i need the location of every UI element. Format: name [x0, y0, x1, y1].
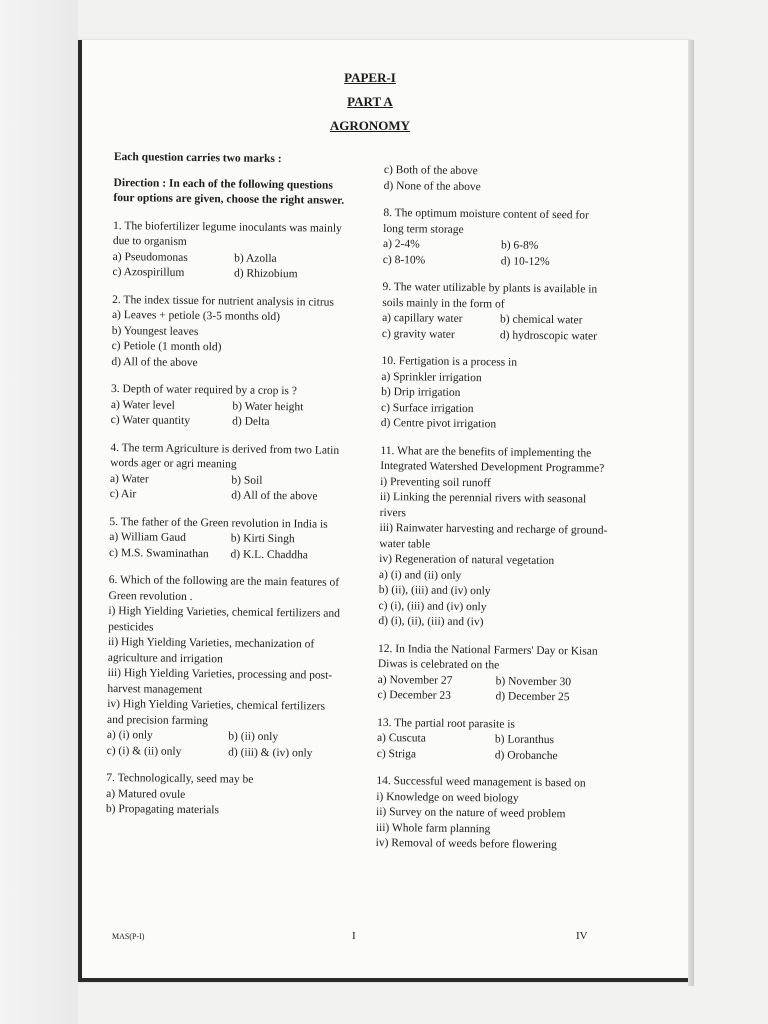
- question-stem: 13. The partial root parasite is: [377, 716, 515, 731]
- answer-option: a) Pseudomonas: [112, 250, 188, 264]
- question-item: [109, 514, 345, 563]
- answer-option: d) None of the above: [383, 179, 481, 193]
- answer-option: c) Striga: [376, 747, 417, 760]
- answer-option: d) (iii) & (iv) only: [228, 745, 313, 759]
- page-roman: IV: [576, 930, 588, 942]
- answer-option: b) Kirti Singh: [230, 532, 295, 546]
- answer-option: d) Delta: [232, 415, 270, 428]
- answer-option: c) Petiole (1 month old): [111, 339, 222, 354]
- answer-option: a) Water: [109, 472, 149, 485]
- answer-option: b) Soil: [231, 473, 263, 487]
- question-item: [378, 443, 608, 632]
- question-stem: 9. The water utilizable by plants is available in soils mainly in the form of: [382, 280, 598, 310]
- paper-header: [310, 66, 430, 138]
- answer-option: c) Surface irrigation: [380, 401, 474, 415]
- answer-option: a) 2-4%: [382, 237, 420, 251]
- question-stem: 3. Depth of water required by a crop is ?: [111, 382, 297, 398]
- question-item: [377, 641, 606, 706]
- answer-option: b) 6-8%: [500, 239, 539, 252]
- answer-option: b) November 30: [495, 674, 572, 688]
- option-group: [382, 311, 610, 345]
- question-stem: 6. Which of the following are the main features of Green revolution .: [108, 573, 340, 603]
- question-item: [112, 218, 348, 283]
- statement-line: iv) Regeneration of natural vegetation: [379, 552, 555, 568]
- answer-option: d) Orobanche: [494, 748, 558, 762]
- paper-code: MAS(P-I): [112, 932, 145, 941]
- statement-line: ii) Survey on the nature of weed problem: [375, 805, 566, 821]
- question-stem: 4. The term Agriculture is derived from two Latin words ager or agri meaning: [110, 441, 340, 471]
- answer-option: a) Sprinkler irrigation: [381, 370, 482, 384]
- statement-line: iv) Removal of weeds before flowering: [375, 836, 557, 852]
- answer-option: a) Leaves + petiole (3-5 months old): [111, 308, 281, 324]
- direction-text: Direction : In each of the following questions four options are given, choose the right answer.: [113, 176, 345, 207]
- statement-line: ii) Linking the perennial rivers with seasonal rivers: [379, 490, 587, 519]
- answer-option: c) Water quantity: [110, 413, 191, 427]
- answer-option: a) November 27: [377, 673, 453, 687]
- question-stem: 5. The father of the Green revolution in India is: [109, 515, 328, 531]
- statement-line: ii) High Yielding Varieties, mechanization of agriculture and irrigation: [107, 635, 315, 665]
- answer-option: b) Loranthus: [494, 733, 555, 747]
- answer-option: b) Youngest leaves: [111, 324, 199, 338]
- question-item: [376, 774, 605, 854]
- answer-option: b) Azolla: [234, 251, 277, 265]
- question-stem: 10. Fertigation is a process in: [381, 354, 518, 369]
- subject-title: AGRONOMY: [329, 118, 411, 133]
- page-number: I: [352, 930, 356, 942]
- answer-option: a) (i) and (ii) only: [378, 568, 462, 582]
- answer-option: c) Air: [109, 487, 137, 501]
- answer-option: b) (ii), (iii) and (iv) only: [378, 583, 491, 598]
- answer-option: d) hydroscopic water: [499, 328, 598, 343]
- answer-option: d) 10-12%: [500, 254, 550, 268]
- option-group: [110, 471, 345, 505]
- right-question-list: [376, 163, 612, 854]
- question-stem: 7. Technologically, seed may be: [106, 771, 254, 786]
- option-group: [378, 567, 607, 632]
- question-item: [382, 280, 611, 345]
- question-stem: 12. In India the National Farmers' Day or Kisan Diwas is celebrated on the: [377, 642, 598, 672]
- statement-line: iii) Whole farm planning: [375, 821, 491, 835]
- question-item: [107, 573, 344, 762]
- answer-option: c) Azospirillum: [112, 265, 185, 279]
- option-group: [381, 369, 610, 434]
- statement-line: i) Preventing soil runoff: [380, 475, 491, 489]
- marks-note: Each question carries two marks :: [113, 150, 282, 166]
- statement-line: i) High Yielding Varieties, chemical fertilizers and pesticides: [108, 604, 340, 634]
- left-question-list: [106, 218, 348, 820]
- question-stem: 11. What are the benefits of implementing the Integrated Watershed Development Programme?: [380, 444, 605, 475]
- answer-option: b) (ii) only: [228, 730, 279, 744]
- answer-option: d) All of the above: [111, 355, 198, 369]
- answer-option: b) chemical water: [500, 313, 583, 327]
- question-stem: 1. The biofertilizer legume inoculants was mainly due to organism: [112, 219, 342, 248]
- question-item: [381, 354, 610, 434]
- answer-option: a) Matured ovule: [106, 787, 186, 801]
- answer-option: d) Rhizobium: [233, 267, 298, 281]
- answer-option: c) 8-10%: [382, 253, 426, 267]
- answer-option: b) Water height: [232, 399, 304, 413]
- answer-option: c) Both of the above: [383, 163, 478, 178]
- option-group: [377, 672, 605, 706]
- answer-option: a) (i) only: [106, 728, 153, 742]
- question-item: [383, 206, 612, 271]
- option-group: [107, 728, 342, 762]
- question-item: [110, 440, 346, 505]
- statement-line: iii) High Yielding Varieties, processing and post-harvest management: [107, 666, 333, 696]
- part-title: PART A: [347, 94, 393, 109]
- answer-option: b) Propagating materials: [105, 802, 220, 817]
- question-stem: 14. Successful weed management is based on: [376, 774, 586, 790]
- option-group: [384, 163, 612, 197]
- answer-option: d) All of the above: [231, 489, 318, 503]
- option-group: [377, 731, 605, 765]
- answer-option: c) December 23: [377, 688, 452, 702]
- answer-option: c) gravity water: [381, 327, 455, 341]
- option-group: [383, 237, 611, 271]
- paper-title: PAPER-I: [344, 70, 396, 85]
- answer-option: a) Cuscuta: [376, 731, 426, 745]
- answer-option: a) Water level: [110, 398, 175, 412]
- statement-line: i) Knowledge on weed biology: [376, 790, 519, 805]
- question-item: [111, 382, 347, 431]
- statement-line: iii) Rainwater harvesting and recharge of ground-water table: [379, 521, 608, 551]
- left-column: [106, 150, 349, 832]
- right-column: [375, 163, 612, 866]
- option-group: [109, 530, 344, 564]
- answer-option: c) (i), (iii) and (iv) only: [378, 599, 487, 613]
- question-stem: 2. The index tissue for nutrient analysis in citrus: [112, 293, 334, 309]
- option-group: [106, 786, 341, 820]
- statement-line: iv) High Yielding Varieties, chemical fertilizers and precision farming: [106, 697, 326, 727]
- question-item: [106, 771, 342, 820]
- answer-option: b) Drip irrigation: [381, 385, 461, 399]
- answer-option: d) Centre pivot irrigation: [380, 416, 497, 431]
- answer-option: a) capillary water: [382, 311, 463, 325]
- answer-option: d) (i), (ii), (iii) and (iv): [378, 614, 484, 629]
- answer-option: c) M.S. Swaminathan: [109, 546, 209, 560]
- answer-option: d) K.L. Chaddha: [230, 547, 308, 561]
- paper-edge: [688, 40, 694, 986]
- option-group: [112, 249, 347, 283]
- option-group: [111, 308, 347, 373]
- answer-option: c) (i) & (ii) only: [106, 744, 182, 758]
- question-item: [384, 163, 612, 197]
- page-footer: [112, 930, 592, 946]
- backdrop: [0, 0, 78, 1024]
- option-group: [111, 397, 346, 431]
- question-stem: 8. The optimum moisture content of seed for long term storage: [383, 206, 589, 236]
- answer-option: d) December 25: [495, 690, 570, 704]
- answer-option: a) William Gaud: [109, 530, 186, 544]
- question-item: [111, 292, 347, 372]
- question-item: [377, 715, 606, 764]
